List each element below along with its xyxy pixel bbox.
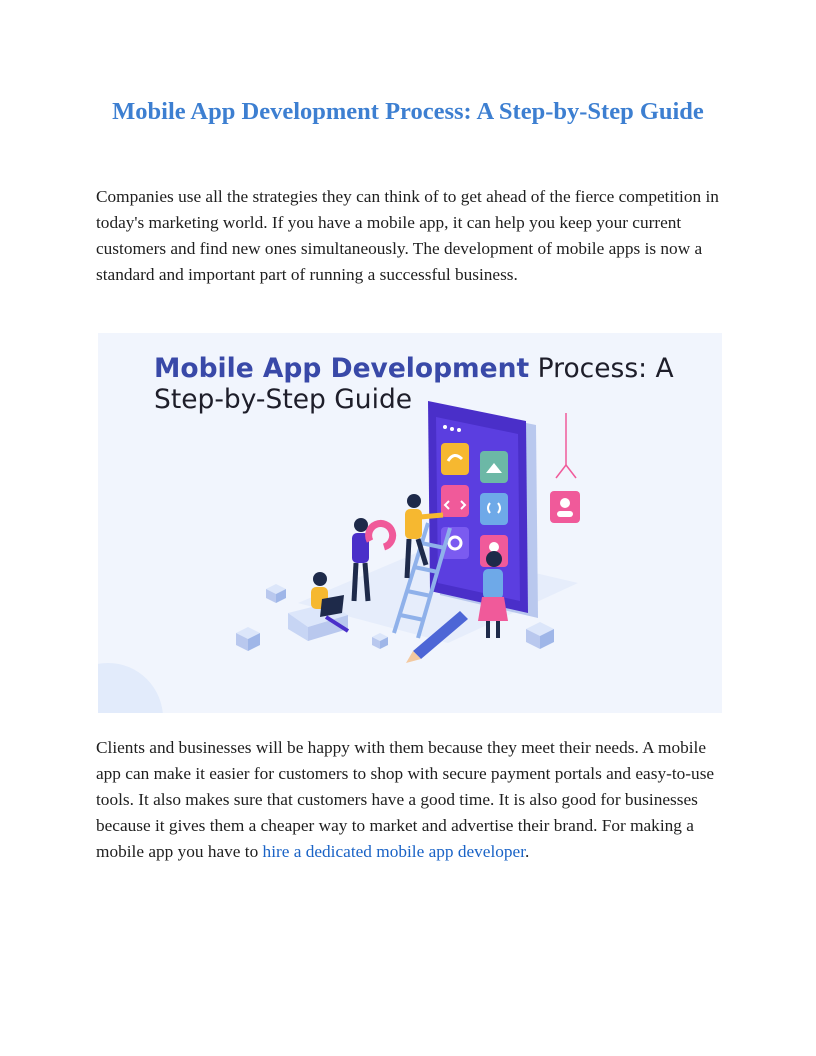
clients-paragraph <box>96 735 724 865</box>
clients-text: Clients and businesses will be happy with them because they meet their needs. A mobile app can make it easier for customers to shop with secure payment portals and easy-to-use tools. It also makes sure that customers have a good time. It is also good for businesses because it gives them a cheaper way to market and advertise their brand. For making a mobile app you have to <box>96 738 715 861</box>
trailing-period: . <box>525 842 530 861</box>
profile-tag-icon <box>550 413 580 523</box>
banner-title-line1 <box>154 353 674 384</box>
person-with-laptop <box>288 572 348 641</box>
banner-title-line2: Step-by-Step Guide <box>154 384 413 415</box>
hire-developer-link[interactable]: hire a dedicated mobile app developer <box>262 842 526 861</box>
corner-blob <box>98 663 163 713</box>
banner-title-highlight: Mobile App Development <box>154 353 530 384</box>
phone-icon <box>441 443 469 475</box>
intro-paragraph: Companies use all the strategies they can think of to get ahead of the fierce competition in today's marketing world. If you have a mobile app, it can help you keep your current customers and find new ones simultaneously. The development of mobile apps is now a standard and important part of running a successful business. <box>96 187 719 284</box>
banner-title-rest: Process: A <box>529 353 674 384</box>
hero-illustration <box>98 333 722 713</box>
code-icon <box>441 485 469 517</box>
braces-icon <box>480 493 508 525</box>
page-title: Mobile App Development Process: A Step-by-Step Guide <box>112 98 704 125</box>
